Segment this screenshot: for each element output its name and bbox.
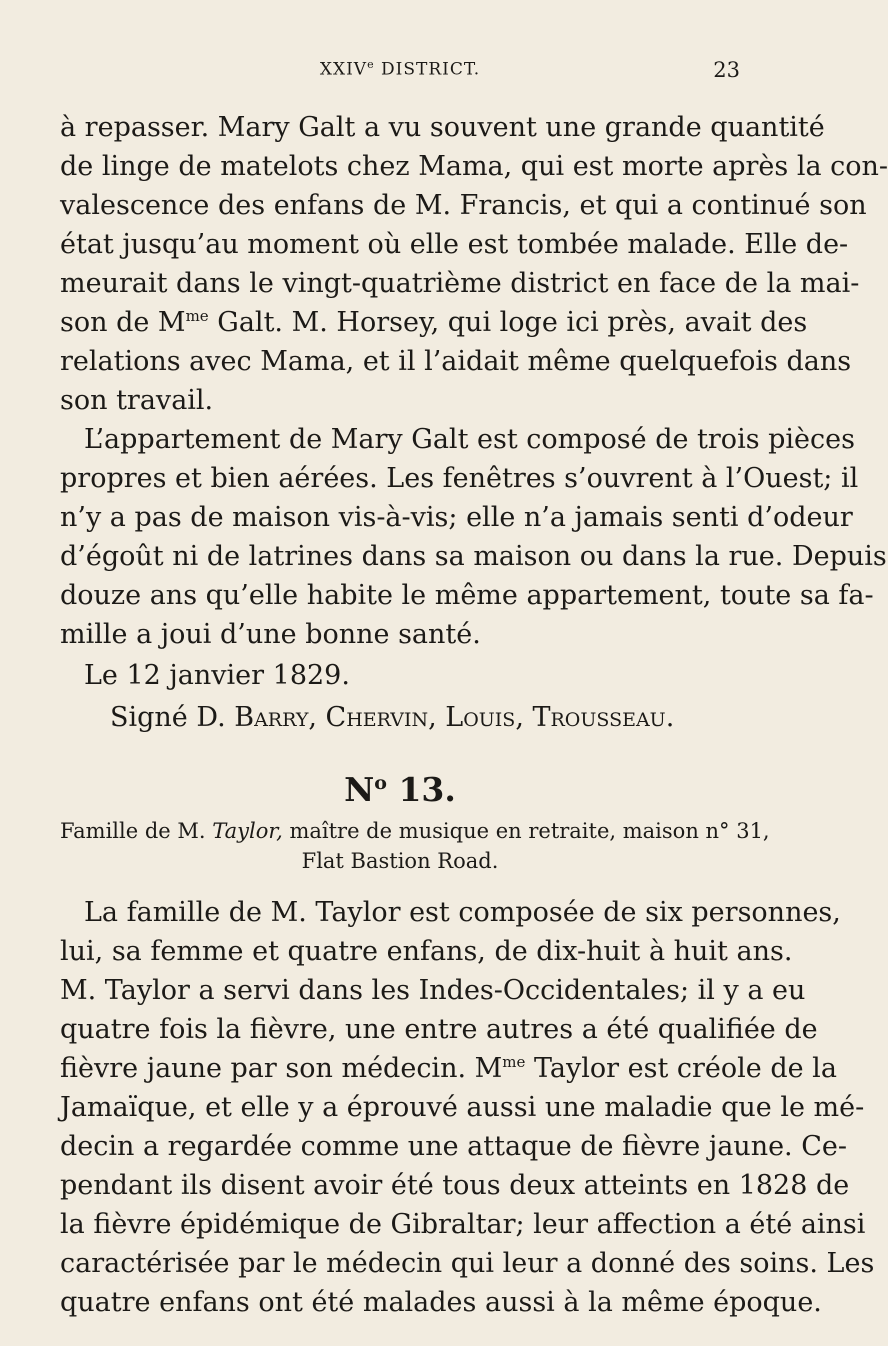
text-line: caractérisée par le médecin qui leur a donné des soins. Les [60,1248,875,1279]
text-line: la fièvre épidémique de Gibraltar; leur affection a été ainsi [60,1209,866,1240]
text-line: Jamaïque, et elle y a éprouvé aussi une maladie que le mé- [60,1092,865,1123]
text-line: n’y a pas de maison vis-à-vis; elle n’a jamais senti d’odeur [60,502,853,533]
text-line: mille a joui d’une bonne santé. [60,619,481,650]
case-address: Flat Bastion Road. [301,849,499,873]
text-line: état jusqu’au moment où elle est tombée malade. Elle de- [60,229,849,260]
text-line: relations avec Mama, et il l’aidait même quelquefois dans [60,346,852,377]
running-title: XXIVe DISTRICT. [319,58,481,80]
text-line: douze ans qu’elle habite le même appartement, toute sa fa- [60,580,874,611]
text-line: valescence des enfans de M. Francis, et qui a continué son [60,190,867,221]
text-line: meurait dans le vingt-quatrième district en face de la mai- [60,268,860,299]
text-line: d’égoût ni de latrines dans sa maison ou dans la rue. Depuis [60,541,887,572]
text-line: propres et bien aérées. Les fenêtres s’ouvrent à l’Ouest; il [60,463,859,494]
text-line: M. Taylor a servi dans les Indes-Occidentales; il y a eu [60,975,806,1006]
text-line: decin a regardée comme une attaque de fièvre jaune. Ce- [60,1131,847,1162]
case-subtitle: Famille de M. Taylor, maître de musique en retraite, maison n° 31, [60,819,770,843]
text-line: son de $M^{me}$ Galt. M. Horsey, qui loge ici près, avait des [60,307,808,338]
text-line: de linge de matelots chez Mama, qui est morte après la con- [60,151,888,182]
text-line: son travail. [60,385,214,416]
date-line: Le 12 janvier 1829. [84,660,350,691]
running-head [60,58,740,88]
text-line: à repasser. Mary Galt a vu souvent une grande quantité [60,112,825,143]
text-line: fièvre jaune par son médecin. $M^{me}$ Taylor est créole de la [60,1053,837,1084]
page-number: 23 [713,58,740,82]
text-line: pendant ils disent avoir été tous deux atteints en 1828 de [60,1170,850,1201]
text-line: lui, sa femme et quatre enfans, de dix-huit à huit ans. [60,936,793,967]
case-number-heading: $N^o$ 13. [344,770,456,809]
text-line: quatre enfans ont été malades aussi à la même époque. [60,1287,822,1318]
text-line: L’appartement de Mary Galt est composé de trois pièces [84,424,855,455]
text-line: quatre fois la fièvre, une entre autres a été qualifiée de [60,1014,818,1045]
signature-line: Signé D. Barry, Chervin, Louis, Trousseau. [110,702,675,733]
text-line: La famille de M. Taylor est composée de six personnes, [84,897,841,928]
